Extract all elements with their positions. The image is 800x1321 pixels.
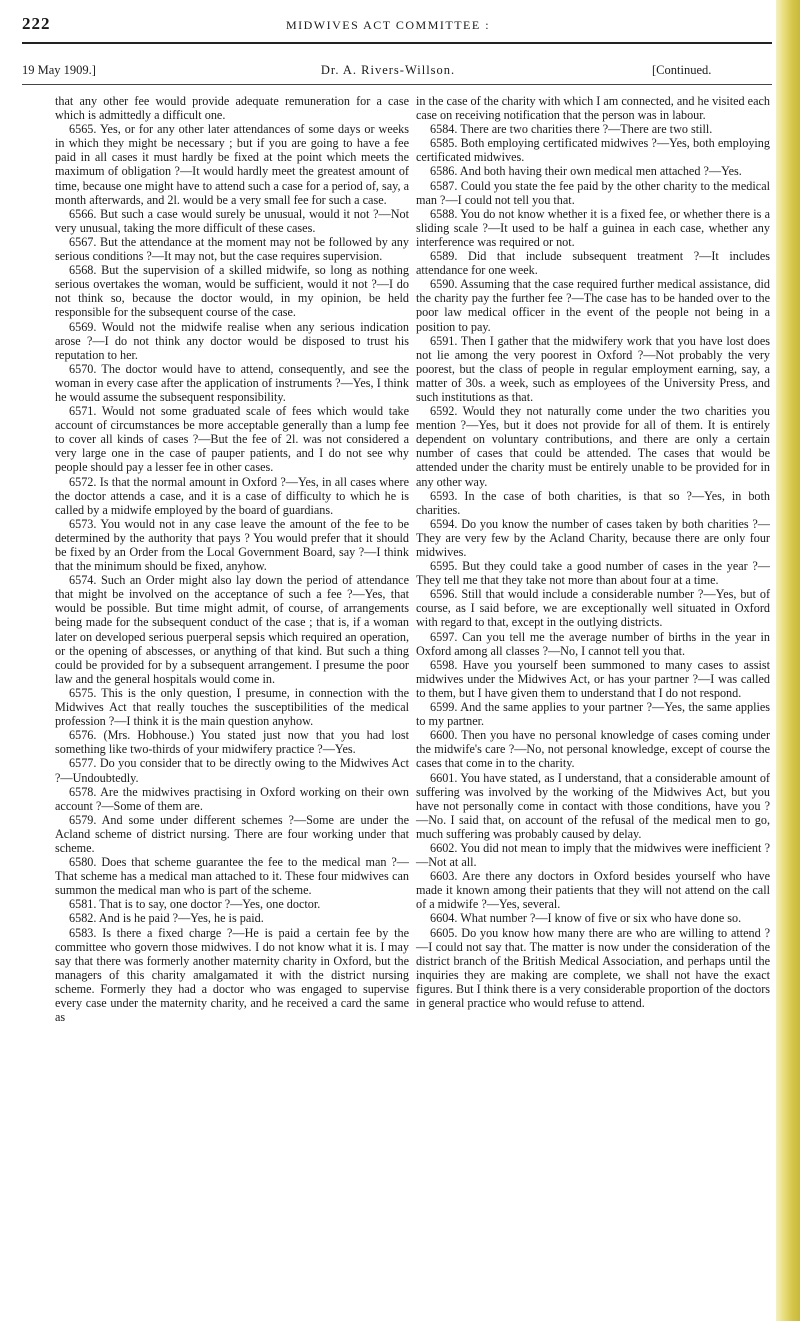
- testimony-paragraph: in the case of the charity with which I am connected, and he visited each case on receiving notification that the person was in labour.: [416, 94, 770, 123]
- testimony-paragraph: 6580. Does that scheme guarantee the fee to the medical man ?—That scheme has a medical man attached to it. These four midwives can summon the medical man who is part of the scheme.: [55, 855, 409, 898]
- testimony-paragraph: 6584. There are two charities there ?—There are two still.: [430, 122, 713, 137]
- page-number: 222: [22, 14, 51, 33]
- testimony-paragraph: 6571. Would not some graduated scale of fees which would take account of circumstances be more acceptable generally than a lump fee to cover all kinds of cases ?—But the fee of 2l. was not considered a very large one in the case of pauper patients, and I do not see why people should pay a lesser fee in other cases.: [55, 404, 409, 475]
- continued-marker: [Continued.: [652, 63, 712, 77]
- testimony-paragraph: 6601. You have stated, as I understand, that a considerable amount of suffering was involved by the working of the Midwives Act, but you have not personally come in contact with those conditions, have you ?—No. I said that, on account of the refusal of the medical men to go, much suffering was probably caused by delay.: [416, 770, 770, 841]
- right-column: [416, 94, 770, 1010]
- testimony-paragraph: 6594. Do you know the number of cases taken by both charities ?—They are very few by the Acland Charity, because there are only four midwives.: [416, 516, 770, 559]
- testimony-paragraph: 6582. And is he paid ?—Yes, he is paid.: [69, 911, 264, 926]
- running-title: MIDWIVES ACT COMMITTEE :: [285, 18, 491, 32]
- testimony-paragraph: 6597. Can you tell me the average number of births in the year in Oxford among all classes ?—No, I cannot tell you that.: [416, 629, 770, 658]
- header-rule: [22, 42, 772, 44]
- testimony-paragraph: 6587. Could you state the fee paid by the other charity to the medical man ?—I could not tell you that.: [416, 178, 770, 207]
- testimony-paragraph: 6596. Still that would include a considerable number ?—Yes, but of course, as I said before, we are exceptionally well situated in Oxford with regard to that, except in the outlying districts.: [416, 587, 770, 630]
- testimony-paragraph: 6574. Such an Order might also lay down the period of attendance that might be involved on the acceptance of such a fee ?—Yes, that would be possible. But time might admit, of course, of arrangements being made for the subsequent conduct of the case ; that is, if a woman later on developed serious puerperal sepsis which required an operation, or the opening of abscesses, or anything of that kind. But such a thing could be provided for by a subsequent arrangement. I presume the poor law and the general hospitals would come in.: [55, 573, 409, 686]
- testimony-paragraph: 6605. Do you know how many there are who are willing to attend ?—I could not say that. The matter is now under the consideration of the district branch of the British Medical Association, and perhaps until the inquiries they are making are complete, we shall not have the exact figures. But I think there is a very considerable proportion of the doctors in general practice who would refuse to attend.: [416, 925, 770, 1010]
- testimony-paragraph: 6602. You did not mean to imply that the midwives were inefficient ?—Not at all.: [416, 840, 770, 870]
- witness-name: Dr. A. Rivers-Willson.: [320, 63, 456, 77]
- testimony-paragraph: 6599. And the same applies to your partner ?—Yes, the same applies to my partner.: [416, 700, 770, 729]
- testimony-paragraph: 6593. In the case of both charities, is that so ?—Yes, in both charities.: [416, 488, 770, 517]
- testimony-paragraph: 6577. Do you consider that to be directly owing to the Midwives Act ?—Undoubtedly.: [55, 756, 409, 785]
- testimony-paragraph: 6583. Is there a fixed charge ?—He is paid a certain fee by the committee who govern those midwives. I do not know what it is. I may say that there was formerly another maternity charity in Oxford, but the managers of this charity amalgamated it with the district nursing scheme. Formerly they had a doctor who was engaged to supervise every case under the maternity charity, and he received a card the same as: [55, 925, 409, 1025]
- testimony-paragraph: 6592. Would they not naturally come under the two charities you mention ?—Yes, but it does not provide for all of them. It is entirely dependent on voluntary contributions, and there are only a certain number of cases that could be attended. The cases that would be attended under the charity must be entirely unable to be provided for in any other way.: [416, 404, 770, 489]
- testimony-paragraph: 6598. Have you yourself been summoned to many cases to assist midwives under the Midwives Act, or has your partner ?—I was called to them, but I have given them to understand that I do not respond.: [416, 657, 770, 700]
- testimony-paragraph: 6581. That is to say, one doctor ?—Yes, one doctor.: [69, 897, 321, 912]
- testimony-paragraph: 6573. You would not in any case leave the amount of the fee to be determined by the authority that pays ? You would prefer that it should be fixed by an Order from the Local Government Board, say ?—I think that the minimum should be fixed, anyhow.: [55, 516, 409, 574]
- testimony-paragraph: 6572. Is that the normal amount in Oxford ?—Yes, in all cases where the doctor attends a case, and it is a case of difficulty to which he is called by a midwife employed by the board of guardians.: [55, 474, 409, 517]
- hearing-date: 19 May 1909.]: [22, 63, 96, 77]
- testimony-paragraph: 6569. Would not the midwife realise when any serious indication arose ?—I do not think any doctor would be disposed to trust his reputation to her.: [55, 319, 409, 362]
- left-column: [55, 94, 409, 1024]
- testimony-paragraph: 6600. Then you have no personal knowledge of cases coming under the midwife's care ?—No, not personal knowledge, except of course the cases that come in to the charity.: [416, 728, 770, 771]
- testimony-paragraph: 6590. Assuming that the case required further medical assistance, did the charity pay the further fee ?—The case has to be handed over to the poor law medical officer in the event of the people not being in a position to pay.: [416, 277, 770, 334]
- testimony-paragraph: 6566. But such a case would surely be unusual, would it not ?—Not very unusual, taking the more difficult of these cases.: [55, 206, 409, 235]
- testimony-paragraph: that any other fee would provide adequate remuneration for a case which is admittedly a difficult one.: [55, 94, 409, 123]
- testimony-paragraph: 6595. But they could take a good number of cases in the year ?—They tell me that they take not more than about four at a time.: [416, 559, 770, 588]
- testimony-paragraph: 6589. Did that include subsequent treatment ?—It includes attendance for one week.: [416, 249, 770, 278]
- testimony-paragraph: 6576. (Mrs. Hobhouse.) You stated just now that you had lost something like two-thirds of your midwifery practice ?—Yes.: [55, 728, 409, 757]
- testimony-paragraph: 6567. But the attendance at the moment may not be followed by any serious conditions ?—It may not, but the case requires supervision.: [55, 234, 409, 264]
- testimony-paragraph: 6585. Both employing certificated midwives ?—Yes, both employing certificated midwives.: [416, 136, 770, 165]
- testimony-paragraph: 6565. Yes, or for any other later attendances of some days or weeks in which they might be necessary ; but if you are going to have a fee paid in all cases it must hardly be fixed at the point which meets the maximum of obligation ?—It would hardly meet the greatest amount of time, because one might have to attend such a case for a period of, say, a month afterwards, and 2l. would be a very small fee for such a case.: [55, 122, 409, 207]
- testimony-paragraph: 6568. But the supervision of a skilled midwife, so long as nothing serious overtakes the woman, would be sufficient, would it not ?—I do not think so, because the doctor would, in my opinion, be held responsible for the subsequent course of the case.: [55, 263, 409, 320]
- testimony-paragraph: 6575. This is the only question, I presume, in connection with the Midwives Act that really touches the susceptibilities of the medical profession ?—I think it is the main question anyhow.: [55, 685, 409, 729]
- testimony-paragraph: 6570. The doctor would have to attend, consequently, and see the woman in every case after the application of instruments ?—Yes, I think he would assume the subsequent responsibility.: [55, 361, 409, 404]
- testimony-paragraph: 6591. Then I gather that the midwifery work that you have lost does not lie among the very poorest in Oxford ?—Not probably the very poorest, but the class of people in regular employment earning, say, a matter of 30s. a week, such as employees of the University Press, and such institutions as that.: [416, 333, 770, 404]
- testimony-paragraph: 6586. And both having their own medical men attached ?—Yes.: [430, 164, 742, 179]
- testimony-paragraph: 6579. And some under different schemes ?—Some are under the Acland scheme of district nursing. There are four working under that scheme.: [55, 812, 409, 855]
- subheader-rule: [22, 84, 772, 85]
- testimony-paragraph: 6588. You do not know whether it is a fixed fee, or whether there is a sliding scale ?—It used to be half a guinea in each case, whether any interference was required or not.: [416, 206, 770, 249]
- testimony-paragraph: 6603. Are there any doctors in Oxford besides yourself who have made it known among their patients that they will not attend on the call of a midwife ?—Yes, several.: [416, 869, 770, 912]
- testimony-paragraph: 6578. Are the midwives practising in Oxford working on their own account ?—Some of them are.: [55, 784, 409, 813]
- page-binding-edge: [776, 0, 800, 1321]
- testimony-paragraph: 6604. What number ?—I know of five or six who have done so.: [430, 911, 742, 926]
